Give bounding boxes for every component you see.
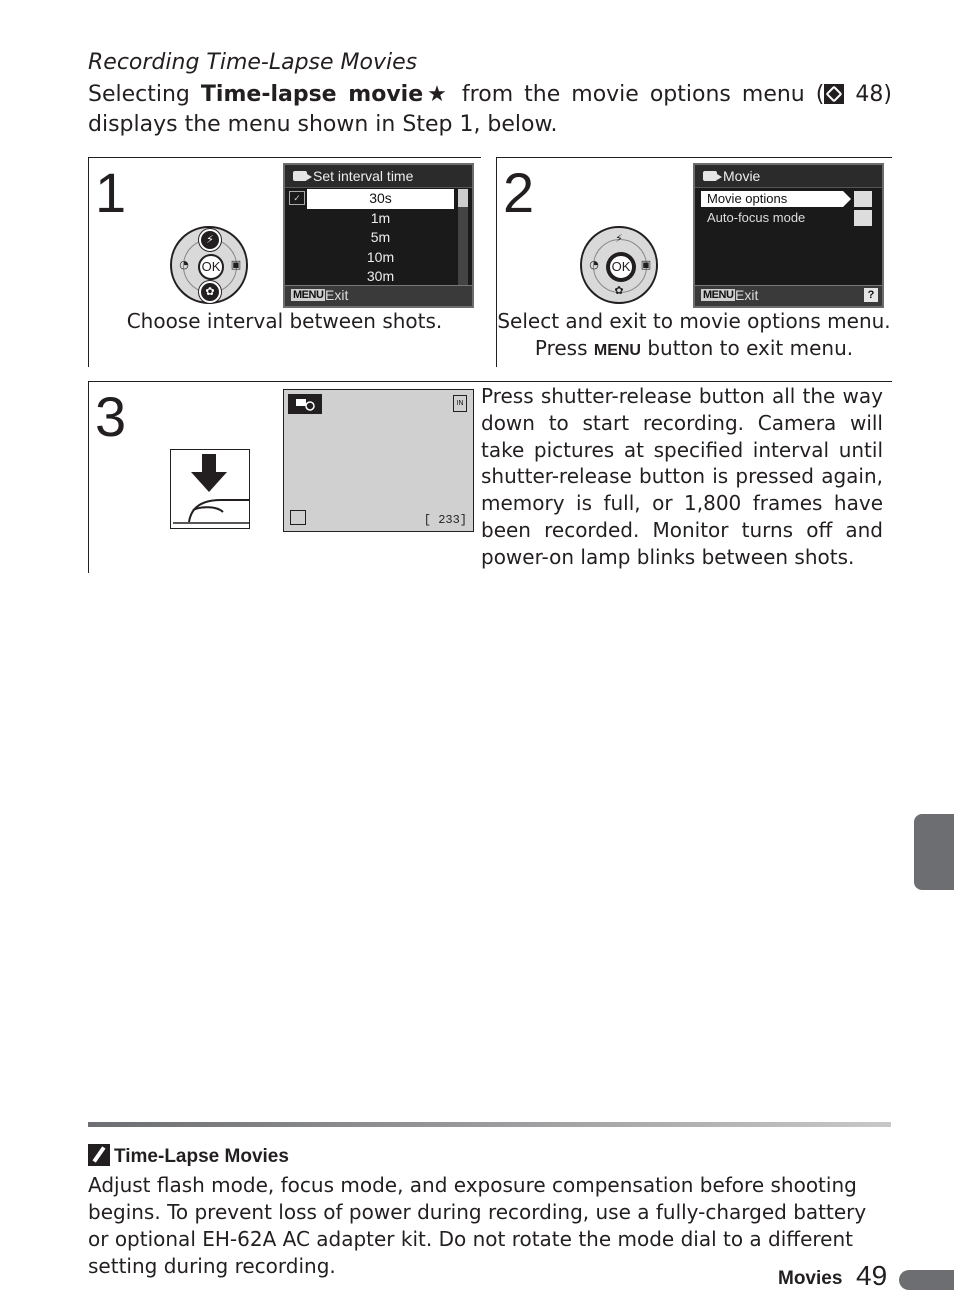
step3-left-rule — [88, 381, 89, 573]
time-lapse-icon — [854, 191, 872, 207]
intro-middle: from the movie options menu ( — [450, 82, 825, 107]
interval-list — [307, 189, 454, 287]
step1-multi-selector — [170, 226, 248, 304]
macro-icon: ✿ — [199, 281, 221, 303]
footer-section: Movies — [778, 1268, 843, 1289]
section-title: Recording Time-Lapse Movies — [88, 50, 418, 75]
note-body: Adjust flash mode, focus mode, and exposure compensation before shooting begins. To prevent loss of power during recording, use a fully-charged battery or optional EH-62A AC adapter kit. Do not rotate the mode dial to a different setting during recording. — [88, 1173, 867, 1278]
star-icon: ★ — [423, 82, 451, 107]
step2-number: 2 — [503, 161, 535, 224]
arrow-right-icon — [843, 191, 851, 207]
step3-number: 3 — [95, 385, 127, 448]
exposure-comp-icon: ▣ — [640, 258, 652, 271]
step1-number: 1 — [95, 161, 127, 224]
intro-ref-page: 48 — [855, 82, 884, 107]
step2-top-rule — [496, 157, 892, 158]
interval-option[interactable]: 5m — [370, 229, 391, 245]
step1-lcd-screen — [283, 163, 474, 308]
interval-option[interactable]: 1m — [370, 209, 391, 226]
step2-caption-line1: Select and exit to movie options menu. — [497, 309, 891, 333]
lcd-footer — [695, 285, 882, 306]
caption-prefix: Press — [534, 336, 594, 360]
scrollbar-thumb[interactable] — [458, 189, 468, 207]
intro-bold-term: Time-lapse movie — [200, 82, 424, 107]
step2-caption-line2 — [496, 335, 892, 364]
frames-count: 233 — [438, 513, 460, 527]
press-down-arrow-icon — [171, 450, 249, 528]
intro-suffix: ) displays the menu shown in Step 1, below. — [88, 82, 892, 137]
intro-paragraph — [88, 80, 892, 140]
step3-top-rule — [88, 381, 892, 382]
step1-top-rule — [88, 157, 481, 158]
macro-icon: ✿ — [614, 284, 624, 297]
shutter-press-illustration — [170, 449, 250, 529]
scrollbar[interactable] — [458, 189, 468, 285]
checkmark-icon: ✓ — [289, 191, 305, 205]
menu-option-movie-options[interactable]: Movie options — [701, 191, 843, 207]
step3-monitor — [283, 389, 474, 532]
lcd-footer — [285, 285, 472, 306]
menu-key-label: MENU — [293, 289, 324, 301]
menu-button-label: MENU — [593, 342, 641, 359]
step2-multi-selector — [580, 226, 658, 304]
interval-option[interactable]: 30m — [366, 268, 395, 284]
caption-suffix: button to exit menu. — [640, 336, 854, 360]
lcd-title-bar — [285, 165, 472, 188]
lcd-title: Movie — [723, 168, 761, 184]
lcd-title-bar — [695, 165, 882, 188]
step1-left-rule — [88, 157, 89, 367]
note-title: Time-Lapse Movies — [114, 1146, 289, 1167]
step3-text: Press shutter-release button all the way down to start recording. Camera will take pictures at specified interval until shutter-release button is pressed again, memory is full, or 1,800 frames have been recorded. Monitor turns off and power-on lamp blinks between shots. — [481, 384, 883, 569]
time-lapse-mode-icon — [288, 394, 322, 414]
lcd-title: Set interval time — [313, 168, 414, 184]
page-number: 49 — [856, 1260, 888, 1291]
chapter-side-tab — [914, 814, 954, 890]
flash-icon: ⚡ — [199, 229, 221, 251]
ok-button: OK — [198, 254, 224, 280]
intro-prefix: Selecting — [88, 82, 201, 107]
footer-tab — [899, 1270, 954, 1290]
menu-key-label: MENU — [703, 289, 734, 301]
menu-option-autofocus[interactable]: Auto-focus mode — [707, 210, 806, 225]
self-timer-icon: ◔ — [589, 258, 599, 271]
step2-lcd-screen — [693, 163, 884, 308]
exit-label: Exit — [325, 287, 349, 303]
movie-camera-icon — [293, 171, 307, 181]
af-mode-icon — [854, 210, 872, 226]
note-heading — [88, 1144, 289, 1168]
flash-icon: ⚡ — [615, 232, 623, 245]
internal-memory-icon: IN — [453, 395, 467, 412]
frames-remaining: [ 233] — [423, 513, 467, 527]
step1-caption: Choose interval between shots. — [126, 309, 443, 333]
exit-label: Exit — [735, 287, 759, 303]
pencil-note-icon — [88, 1144, 110, 1166]
movie-camera-icon — [703, 171, 717, 181]
ok-button: OK — [608, 254, 634, 280]
image-mode-icon — [290, 510, 306, 525]
help-icon: ? — [864, 288, 878, 302]
reference-book-icon — [824, 84, 844, 104]
interval-option[interactable]: 10m — [366, 248, 395, 265]
step2-caption — [496, 308, 892, 364]
self-timer-icon: ◔ — [179, 258, 189, 271]
note-divider — [88, 1122, 891, 1127]
time-lapse-glyph — [288, 394, 322, 414]
exposure-comp-icon: ▣ — [230, 258, 242, 271]
interval-option[interactable]: 30s — [307, 189, 454, 209]
